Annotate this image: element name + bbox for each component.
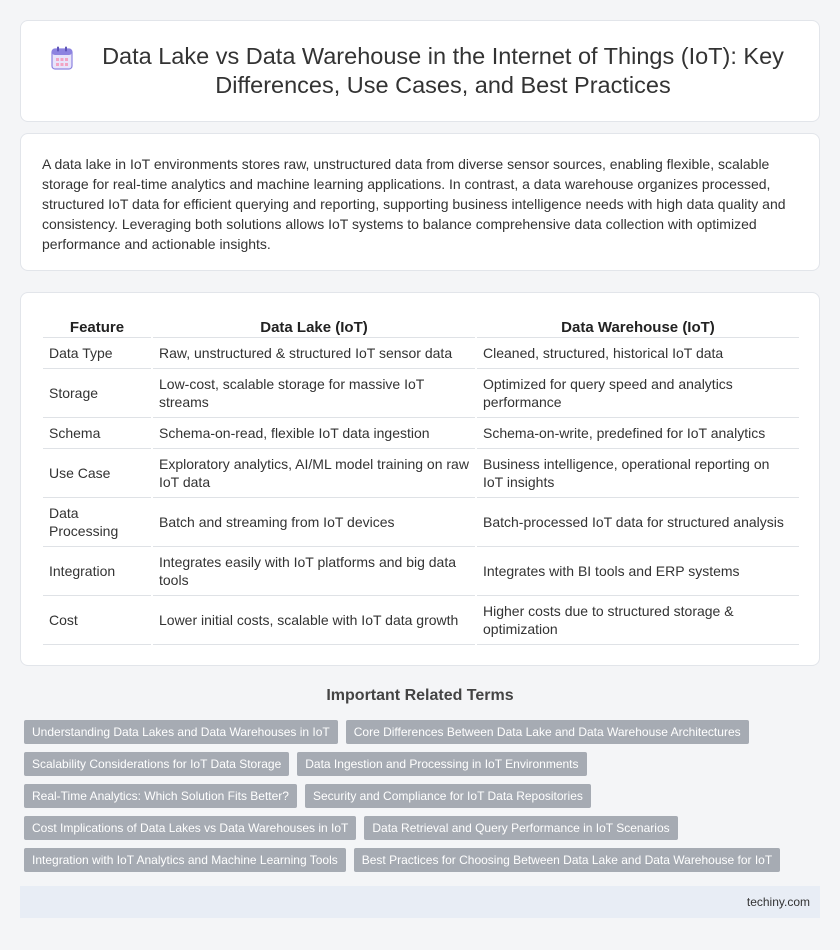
tag-row [24, 784, 824, 808]
page-title: Data Lake vs Data Warehouse in the Internet of Things (IoT): Key Differences, Use Cases, and Best Practices [102, 43, 784, 98]
data-warehouse-cell: Optimized for query speed and analytics performance [477, 369, 799, 418]
table-row [43, 596, 799, 645]
data-warehouse-cell: Cleaned, structured, historical IoT data [477, 338, 799, 369]
header-card [20, 20, 820, 122]
data-lake-cell: Raw, unstructured & structured IoT sensor data [153, 338, 475, 369]
table-row [43, 547, 799, 596]
related-term-tag[interactable]: Data Retrieval and Query Performance in IoT Scenarios [364, 816, 677, 840]
related-term-tag[interactable]: Scalability Considerations for IoT Data Storage [24, 752, 289, 776]
intro-text: A data lake in IoT environments stores raw, unstructured data from diverse sensor sources, enabling flexible, scalable storage for real-time analytics and machine learning applications. In contrast, a data warehouse organizes processed, structured IoT data for efficient querying and reporting, supporting business intelligence needs with high data quality and consistency. Leveraging both solutions allows IoT systems to balance comprehensive data collection with optimized performance and actionable insights. [42, 156, 786, 252]
tag-row [24, 816, 824, 840]
data-lake-cell: Integrates easily with IoT platforms and big data tools [153, 547, 475, 596]
related-term-tag[interactable]: Integration with IoT Analytics and Machine Learning Tools [24, 848, 346, 872]
data-warehouse-cell: Business intelligence, operational reporting on IoT insights [477, 449, 799, 498]
table-row [43, 418, 799, 449]
table-header-row [43, 317, 799, 338]
tag-row [24, 848, 824, 872]
calendar-icon [51, 46, 73, 70]
table-row [43, 449, 799, 498]
data-warehouse-cell: Integrates with BI tools and ERP systems [477, 547, 799, 596]
table-row [43, 338, 799, 369]
header-feature: Feature [43, 317, 151, 338]
data-lake-cell: Exploratory analytics, AI/ML model training on raw IoT data [153, 449, 475, 498]
related-term-tag[interactable]: Understanding Data Lakes and Data Warehouses in IoT [24, 720, 338, 744]
data-lake-cell: Batch and streaming from IoT devices [153, 498, 475, 547]
related-term-tag[interactable]: Data Ingestion and Processing in IoT Environments [297, 752, 586, 776]
feature-cell: Cost [43, 596, 151, 645]
feature-cell: Schema [43, 418, 151, 449]
data-warehouse-cell: Batch-processed IoT data for structured analysis [477, 498, 799, 547]
related-term-tag[interactable]: Core Differences Between Data Lake and Data Warehouse Architectures [346, 720, 749, 744]
data-lake-cell: Schema-on-read, flexible IoT data ingestion [153, 418, 475, 449]
related-term-tag[interactable]: Security and Compliance for IoT Data Repositories [305, 784, 591, 808]
data-lake-cell: Low-cost, scalable storage for massive IoT streams [153, 369, 475, 418]
related-terms-title: Important Related Terms [326, 687, 514, 704]
related-term-tag[interactable]: Best Practices for Choosing Between Data Lake and Data Warehouse for IoT [354, 848, 780, 872]
tag-row [24, 720, 824, 744]
data-warehouse-cell: Schema-on-write, predefined for IoT analytics [477, 418, 799, 449]
table-row [43, 369, 799, 418]
related-terms-list [24, 720, 824, 880]
header-data-warehouse: Data Warehouse (IoT) [477, 317, 799, 338]
footer [20, 886, 820, 918]
feature-cell: Integration [43, 547, 151, 596]
data-warehouse-cell: Higher costs due to structured storage & optimization [477, 596, 799, 645]
header-data-lake: Data Lake (IoT) [153, 317, 475, 338]
data-lake-cell: Lower initial costs, scalable with IoT data growth [153, 596, 475, 645]
feature-cell: Use Case [43, 449, 151, 498]
table-row [43, 498, 799, 547]
comparison-table [41, 317, 801, 645]
feature-cell: Storage [43, 369, 151, 418]
related-term-tag[interactable]: Cost Implications of Data Lakes vs Data Warehouses in IoT [24, 816, 356, 840]
feature-cell: Data Type [43, 338, 151, 369]
tag-row [24, 752, 824, 776]
intro-card [20, 133, 820, 271]
related-term-tag[interactable]: Real-Time Analytics: Which Solution Fits Better? [24, 784, 297, 808]
feature-cell: Data Processing [43, 498, 151, 547]
footer-brand[interactable]: techiny.com [746, 895, 810, 909]
comparison-card [20, 292, 820, 666]
